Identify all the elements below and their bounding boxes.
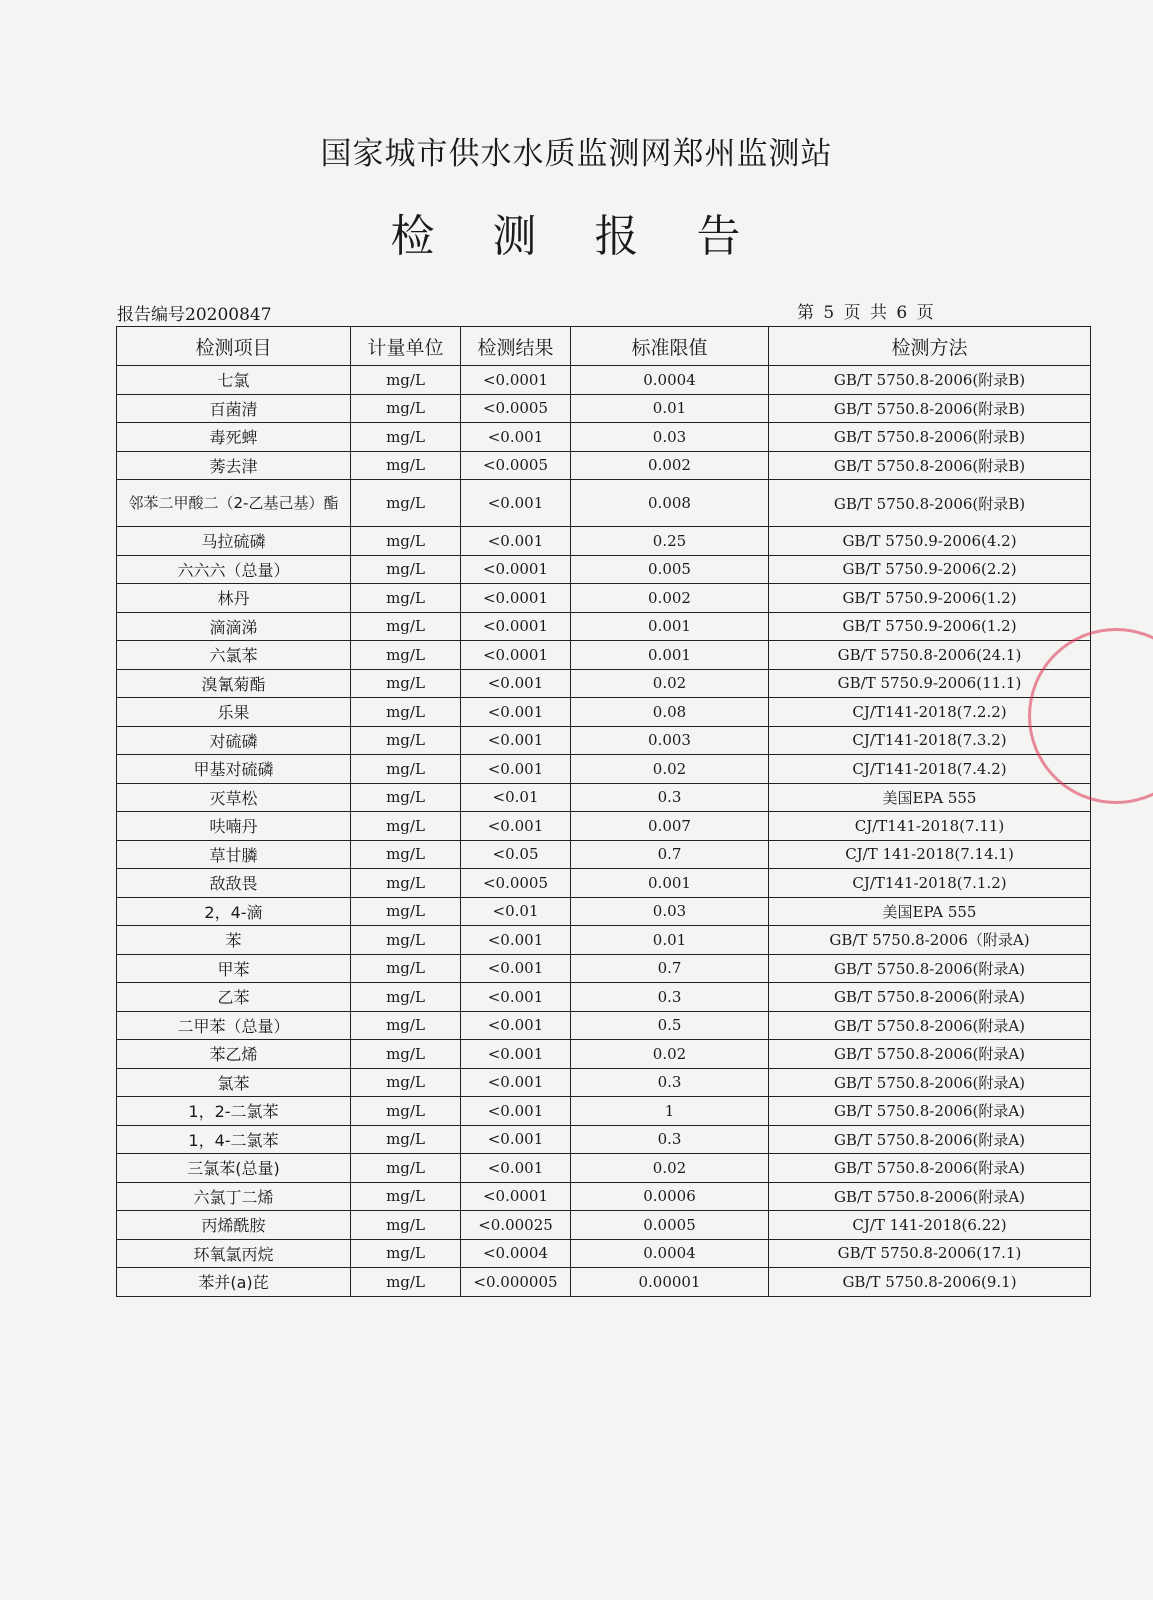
- cell-item: 氯苯: [117, 1068, 351, 1097]
- cell-result: <0.0001: [461, 366, 571, 395]
- cell-method: GB/T 5750.9-2006(1.2): [769, 612, 1091, 641]
- cell-item: 甲基对硫磷: [117, 755, 351, 784]
- cell-result: <0.001: [461, 1040, 571, 1069]
- table-row: [117, 480, 1091, 527]
- table-row: [117, 451, 1091, 480]
- cell-unit: mg/L: [351, 869, 461, 898]
- table-row: [117, 527, 1091, 556]
- cell-limit: 0.02: [571, 1154, 769, 1183]
- cell-item: 丙烯酰胺: [117, 1211, 351, 1240]
- results-table: [116, 326, 1091, 1297]
- cell-item: 六氯丁二烯: [117, 1182, 351, 1211]
- table-row: [117, 584, 1091, 613]
- cell-item: 三氯苯(总量): [117, 1154, 351, 1183]
- cell-limit: 0.3: [571, 783, 769, 812]
- cell-result: <0.001: [461, 1097, 571, 1126]
- cell-result: <0.00025: [461, 1211, 571, 1240]
- cell-limit: 0.3: [571, 1068, 769, 1097]
- organization-title: 国家城市供水水质监测网郑州监测站: [320, 136, 833, 172]
- cell-unit: mg/L: [351, 926, 461, 955]
- cell-item: 林丹: [117, 584, 351, 613]
- cell-result: <0.0004: [461, 1239, 571, 1268]
- cell-item: 2，4-滴: [117, 897, 351, 926]
- cell-item: 六氯苯: [117, 641, 351, 670]
- report-number: 报告编号20200847: [117, 305, 272, 325]
- cell-result: <0.001: [461, 527, 571, 556]
- cell-unit: mg/L: [351, 394, 461, 423]
- cell-method: GB/T 5750.8-2006(附录B): [769, 423, 1091, 452]
- cell-result: <0.05: [461, 840, 571, 869]
- table-row: [117, 1239, 1091, 1268]
- table-row: [117, 366, 1091, 395]
- cell-limit: 0.0005: [571, 1211, 769, 1240]
- cell-method: GB/T 5750.8-2006(附录B): [769, 480, 1091, 527]
- cell-limit: 0.08: [571, 698, 769, 727]
- cell-method: GB/T 5750.9-2006(1.2): [769, 584, 1091, 613]
- cell-method: CJ/T141-2018(7.1.2): [769, 869, 1091, 898]
- cell-limit: 0.005: [571, 555, 769, 584]
- cell-unit: mg/L: [351, 1011, 461, 1040]
- cell-limit: 0.00001: [571, 1268, 769, 1297]
- cell-result: <0.0001: [461, 612, 571, 641]
- cell-item: 呋喃丹: [117, 812, 351, 841]
- cell-method: GB/T 5750.8-2006(附录A): [769, 1097, 1091, 1126]
- cell-method: GB/T 5750.8-2006(附录A): [769, 1125, 1091, 1154]
- column-header-result: 检测结果: [461, 327, 571, 366]
- cell-result: <0.000005: [461, 1268, 571, 1297]
- cell-method: 美国EPA 555: [769, 897, 1091, 926]
- cell-unit: mg/L: [351, 1154, 461, 1183]
- cell-limit: 0.25: [571, 527, 769, 556]
- cell-item: 环氧氯丙烷: [117, 1239, 351, 1268]
- table-row: [117, 1154, 1091, 1183]
- cell-unit: mg/L: [351, 480, 461, 527]
- cell-method: GB/T 5750.8-2006(附录B): [769, 366, 1091, 395]
- cell-method: GB/T 5750.8-2006(附录B): [769, 451, 1091, 480]
- cell-result: <0.0005: [461, 451, 571, 480]
- cell-unit: mg/L: [351, 584, 461, 613]
- table-row: [117, 954, 1091, 983]
- cell-result: <0.001: [461, 1154, 571, 1183]
- cell-unit: mg/L: [351, 1068, 461, 1097]
- column-header-item: 检测项目: [117, 327, 351, 366]
- cell-result: <0.001: [461, 669, 571, 698]
- cell-limit: 0.3: [571, 983, 769, 1012]
- cell-item: 苯并(a)芘: [117, 1268, 351, 1297]
- table-row: [117, 869, 1091, 898]
- cell-limit: 0.02: [571, 669, 769, 698]
- table-row: [117, 423, 1091, 452]
- cell-method: GB/T 5750.8-2006(附录B): [769, 394, 1091, 423]
- cell-item: 1，2-二氯苯: [117, 1097, 351, 1126]
- cell-limit: 0.03: [571, 423, 769, 452]
- table-row: [117, 783, 1091, 812]
- cell-limit: 0.5: [571, 1011, 769, 1040]
- cell-item: 草甘膦: [117, 840, 351, 869]
- cell-unit: mg/L: [351, 812, 461, 841]
- cell-unit: mg/L: [351, 1239, 461, 1268]
- cell-method: GB/T 5750.8-2006（附录A): [769, 926, 1091, 955]
- cell-method: GB/T 5750.8-2006(9.1): [769, 1268, 1091, 1297]
- cell-result: <0.001: [461, 812, 571, 841]
- cell-item: 二甲苯（总量）: [117, 1011, 351, 1040]
- cell-limit: 0.002: [571, 584, 769, 613]
- table-row: [117, 1268, 1091, 1297]
- cell-item: 莠去津: [117, 451, 351, 480]
- cell-unit: mg/L: [351, 366, 461, 395]
- table-row: [117, 840, 1091, 869]
- cell-result: <0.01: [461, 897, 571, 926]
- cell-unit: mg/L: [351, 698, 461, 727]
- table-row: [117, 983, 1091, 1012]
- cell-limit: 1: [571, 1097, 769, 1126]
- cell-method: CJ/T 141-2018(7.14.1): [769, 840, 1091, 869]
- table-row: [117, 555, 1091, 584]
- cell-unit: mg/L: [351, 612, 461, 641]
- cell-unit: mg/L: [351, 983, 461, 1012]
- cell-unit: mg/L: [351, 1211, 461, 1240]
- cell-item: 毒死蜱: [117, 423, 351, 452]
- cell-result: <0.001: [461, 755, 571, 784]
- cell-result: <0.001: [461, 698, 571, 727]
- cell-unit: mg/L: [351, 840, 461, 869]
- table-body: [117, 366, 1091, 1297]
- cell-item: 苯乙烯: [117, 1040, 351, 1069]
- table-row: [117, 1211, 1091, 1240]
- cell-limit: 0.0006: [571, 1182, 769, 1211]
- cell-result: <0.0001: [461, 555, 571, 584]
- table-row: [117, 897, 1091, 926]
- cell-limit: 0.001: [571, 612, 769, 641]
- cell-result: <0.001: [461, 926, 571, 955]
- cell-unit: mg/L: [351, 755, 461, 784]
- cell-unit: mg/L: [351, 527, 461, 556]
- cell-item: 邻苯二甲酸二（2-乙基己基）酯: [117, 480, 351, 527]
- column-header-limit: 标准限值: [571, 327, 769, 366]
- cell-unit: mg/L: [351, 1182, 461, 1211]
- cell-method: GB/T 5750.8-2006(附录A): [769, 1040, 1091, 1069]
- cell-limit: 0.001: [571, 869, 769, 898]
- column-header-method: 检测方法: [769, 327, 1091, 366]
- cell-limit: 0.0004: [571, 366, 769, 395]
- table-row: [117, 612, 1091, 641]
- cell-unit: mg/L: [351, 555, 461, 584]
- cell-result: <0.0001: [461, 1182, 571, 1211]
- cell-result: <0.001: [461, 1068, 571, 1097]
- table-row: [117, 755, 1091, 784]
- cell-limit: 0.003: [571, 726, 769, 755]
- cell-method: CJ/T141-2018(7.11): [769, 812, 1091, 841]
- cell-method: GB/T 5750.9-2006(4.2): [769, 527, 1091, 556]
- cell-item: 1，4-二氯苯: [117, 1125, 351, 1154]
- cell-item: 乙苯: [117, 983, 351, 1012]
- cell-item: 敌敌畏: [117, 869, 351, 898]
- cell-unit: mg/L: [351, 451, 461, 480]
- cell-unit: mg/L: [351, 423, 461, 452]
- cell-unit: mg/L: [351, 897, 461, 926]
- table-row: [117, 926, 1091, 955]
- cell-unit: mg/L: [351, 641, 461, 670]
- cell-method: 美国EPA 555: [769, 783, 1091, 812]
- table-row: [117, 812, 1091, 841]
- cell-result: <0.0001: [461, 641, 571, 670]
- cell-item: 对硫磷: [117, 726, 351, 755]
- cell-unit: mg/L: [351, 1097, 461, 1126]
- cell-method: GB/T 5750.8-2006(附录A): [769, 983, 1091, 1012]
- cell-method: CJ/T141-2018(7.3.2): [769, 726, 1091, 755]
- cell-unit: mg/L: [351, 1125, 461, 1154]
- cell-limit: 0.7: [571, 840, 769, 869]
- cell-item: 灭草松: [117, 783, 351, 812]
- table-row: [117, 1182, 1091, 1211]
- cell-result: <0.001: [461, 1011, 571, 1040]
- table-row: [117, 1097, 1091, 1126]
- cell-result: <0.001: [461, 1125, 571, 1154]
- cell-item: 乐果: [117, 698, 351, 727]
- table-row: [117, 1040, 1091, 1069]
- cell-item: 百菌清: [117, 394, 351, 423]
- cell-item: 苯: [117, 926, 351, 955]
- cell-limit: 0.001: [571, 641, 769, 670]
- table-row: [117, 394, 1091, 423]
- table-row: [117, 726, 1091, 755]
- cell-method: GB/T 5750.8-2006(附录A): [769, 954, 1091, 983]
- cell-result: <0.001: [461, 954, 571, 983]
- cell-limit: 0.03: [571, 897, 769, 926]
- table-row: [117, 698, 1091, 727]
- column-header-unit: 计量单位: [351, 327, 461, 366]
- cell-item: 六六六（总量）: [117, 555, 351, 584]
- cell-limit: 0.008: [571, 480, 769, 527]
- cell-result: <0.001: [461, 480, 571, 527]
- table-header-row: [117, 327, 1091, 366]
- cell-result: <0.01: [461, 783, 571, 812]
- cell-item: 甲苯: [117, 954, 351, 983]
- cell-item: 七氯: [117, 366, 351, 395]
- cell-unit: mg/L: [351, 726, 461, 755]
- cell-method: CJ/T141-2018(7.2.2): [769, 698, 1091, 727]
- report-title: 检 测 报 告: [390, 211, 763, 262]
- cell-result: <0.001: [461, 423, 571, 452]
- table-row: [117, 1125, 1091, 1154]
- cell-method: GB/T 5750.8-2006(17.1): [769, 1239, 1091, 1268]
- cell-result: <0.001: [461, 726, 571, 755]
- cell-limit: 0.0004: [571, 1239, 769, 1268]
- cell-method: GB/T 5750.8-2006(24.1): [769, 641, 1091, 670]
- cell-method: GB/T 5750.8-2006(附录A): [769, 1068, 1091, 1097]
- cell-limit: 0.02: [571, 755, 769, 784]
- table-row: [117, 1068, 1091, 1097]
- cell-method: GB/T 5750.9-2006(11.1): [769, 669, 1091, 698]
- cell-item: 马拉硫磷: [117, 527, 351, 556]
- cell-limit: 0.002: [571, 451, 769, 480]
- table-row: [117, 1011, 1091, 1040]
- cell-method: GB/T 5750.8-2006(附录A): [769, 1154, 1091, 1183]
- cell-item: 滴滴涕: [117, 612, 351, 641]
- cell-limit: 0.3: [571, 1125, 769, 1154]
- cell-result: <0.0005: [461, 869, 571, 898]
- cell-result: <0.0001: [461, 584, 571, 613]
- cell-method: CJ/T141-2018(7.4.2): [769, 755, 1091, 784]
- cell-unit: mg/L: [351, 954, 461, 983]
- cell-unit: mg/L: [351, 1268, 461, 1297]
- table-row: [117, 669, 1091, 698]
- cell-unit: mg/L: [351, 783, 461, 812]
- cell-limit: 0.7: [571, 954, 769, 983]
- cell-limit: 0.007: [571, 812, 769, 841]
- cell-limit: 0.01: [571, 926, 769, 955]
- cell-limit: 0.01: [571, 394, 769, 423]
- cell-unit: mg/L: [351, 669, 461, 698]
- cell-method: GB/T 5750.8-2006(附录A): [769, 1011, 1091, 1040]
- cell-result: <0.001: [461, 983, 571, 1012]
- cell-method: CJ/T 141-2018(6.22): [769, 1211, 1091, 1240]
- cell-method: GB/T 5750.8-2006(附录A): [769, 1182, 1091, 1211]
- cell-result: <0.0005: [461, 394, 571, 423]
- table-row: [117, 641, 1091, 670]
- page-info: 第 5 页 共 6 页: [797, 303, 936, 323]
- cell-item: 溴氰菊酯: [117, 669, 351, 698]
- cell-method: GB/T 5750.9-2006(2.2): [769, 555, 1091, 584]
- cell-limit: 0.02: [571, 1040, 769, 1069]
- cell-unit: mg/L: [351, 1040, 461, 1069]
